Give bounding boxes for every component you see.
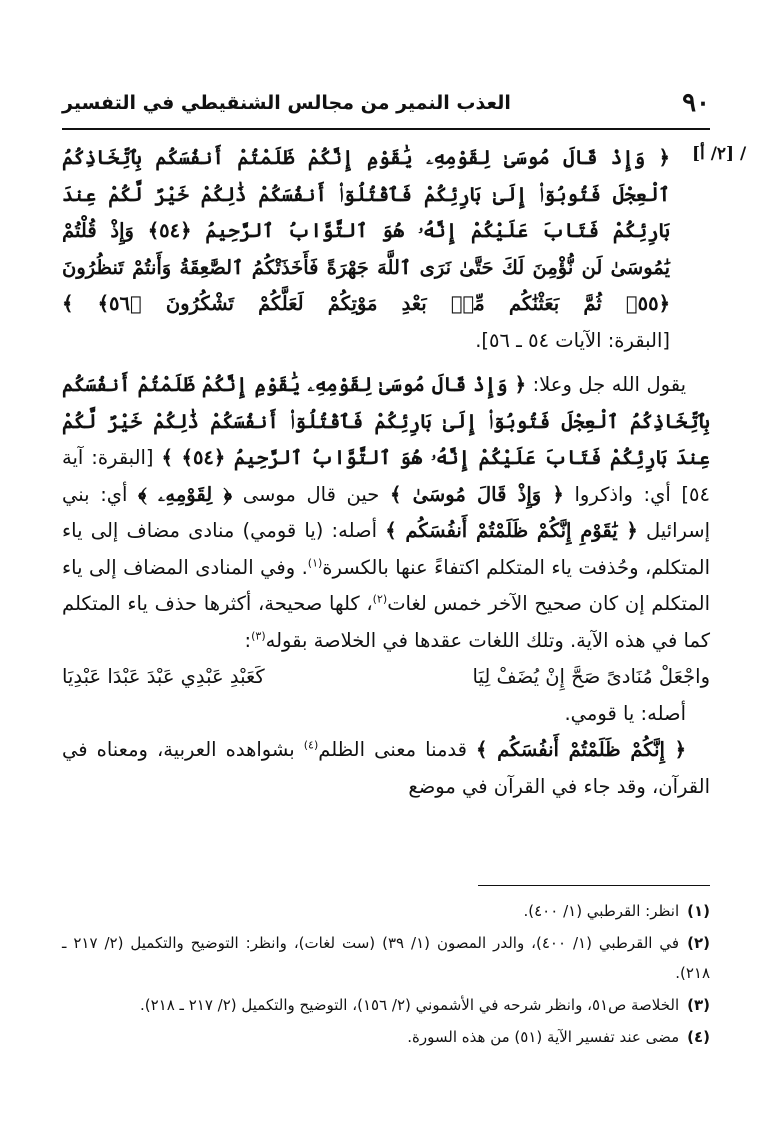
poetry-verse	[62, 659, 710, 696]
footnote-ref[interactable]: (١)	[307, 556, 323, 569]
text-run: أي: بني إسرائيل	[62, 482, 711, 542]
page-number: ٩٠	[682, 88, 710, 118]
text-run: أصله: (يا قومي) منادى مضاف إلى ياء المتكلم، وحُذفت ياء المتكلم اكتفاءً عنها بالكسرة	[62, 519, 710, 579]
page-header	[62, 86, 710, 126]
commentary-paragraph	[62, 732, 710, 805]
footnote-separator	[478, 885, 710, 886]
text-run: حين قال موسى	[232, 482, 390, 506]
quran-quote: ﴿ لِقَوْمِهِۦ ﴾	[138, 482, 233, 506]
footnote-number: (٢)	[687, 934, 710, 952]
text-run: . وفي المنادى المضاف إلى ياء المتكلم إن كان صحيح الآخر خمس لغات	[62, 555, 710, 615]
footnote-number: (٣)	[687, 996, 710, 1014]
footnote-number: (١)	[687, 902, 710, 920]
main-text	[62, 140, 710, 805]
quran-quote: ﴿ وَإِذْ قَالَ مُوسَىٰ لِقَوْمِهِۦ يَٰقَوْمِ إِنَّكُمْ ظَلَمْتُمْ أَنفُسَكُم بِٱتِّخَاذِكُمُ ٱلْعِجْلَ فَتُوبُوٓا۟ إِلَىٰ بَارِئِكُمْ فَٱقْتُلُوٓا۟ أَنفُسَكُمْ ذَٰلِكُمْ خَيْرٌ لَّكُمْ عِندَ بَارِئِكُمْ فَتَابَ عَلَيْكُمْ إِنَّهُۥ هُوَ ٱلتَّوَّابُ ٱلرَّحِيمُ ﴿٥٤﴾ ﴾	[62, 373, 711, 469]
text-run: قدمنا معنى الظلم	[318, 738, 477, 761]
verse-reference: [البقرة: الآيات ٥٤ ـ ٥٦].	[475, 328, 670, 352]
footnote	[62, 896, 710, 926]
first-hemistich: واجْعَلْ مُنَادىً صَحَّ إِنْ يُضَفْ لِيَا	[472, 665, 710, 688]
footnote-text: الخلاصة ص٥١، وانظر شرحه في الأشموني (٢/ ١٥٦)، التوضيح والتكميل (٢/ ٢١٧ ـ ٢١٨).	[139, 996, 680, 1014]
footnote-ref[interactable]: (٢)	[372, 592, 388, 606]
footnote-ref[interactable]: (٣)	[251, 629, 266, 642]
quran-verses: ﴿ وَإِذْ قَالَ مُوسَىٰ لِقَوْمِهِۦ يَٰقَوْمِ إِنَّكُمْ ظَلَمْتُمْ أَنفُسَكُم بِٱتِّخَاذِكُمُ ٱلْعِجْلَ فَتُوبُوٓا۟ إِلَىٰ بَارِئِكُمْ فَٱقْتُلُوٓا۟ أَنفُسَكُمْ ذَٰلِكُمْ خَيْرٌ لَّكُمْ عِندَ بَارِئِكُمْ فَتَابَ عَلَيْكُمْ إِنَّهُۥ هُوَ ٱلتَّوَّابُ ٱلرَّحِيمُ ﴿٥٤﴾ وَإِذْ قُلْتُمْ يَٰمُوسَىٰ لَن نُّؤْمِنَ لَكَ حَتَّىٰ نَرَى ٱللَّهَ جَهْرَةً فَأَخَذَتْكُمُ ٱلصَّٰعِقَةُ وَأَنتُمْ تَنظُرُونَ ﴿٥٥﴾ ثُمَّ بَعَثْنَٰكُم مِّنۢ بَعْدِ مَوْتِكُمْ لَعَلَّكُمْ تَشْكُرُونَ ﴿٥٦﴾ ﴾	[62, 146, 670, 315]
footnote-text: مضى عند تفسير الآية (٥١) من هذه السورة.	[407, 1028, 680, 1046]
commentary-paragraph	[62, 367, 710, 659]
text-run: ، كلها صحيحة، أكثرها حذف ياء المتكلم كما في هذه الآية. وتلك اللغات عقدها في الخلاصة بقوله	[62, 592, 710, 652]
footnote-number: (٤)	[687, 1028, 710, 1046]
text-run: بشواهده العربية، ومعناه في القرآن، وقد جاء في القرآن في موضع	[62, 738, 710, 798]
running-title: العذب النمير من مجالس الشنقيطي في التفسير	[62, 92, 511, 114]
footnote	[62, 1022, 710, 1052]
footnotes	[62, 896, 710, 1054]
footnote	[62, 990, 710, 1020]
header-rule	[62, 128, 710, 130]
footnote	[62, 928, 710, 988]
quran-quote: ﴿ إِنَّكُمْ ظَلَمْتُمْ أَنفُسَكُم ﴾	[476, 738, 686, 761]
text-run: :	[244, 628, 252, 652]
quran-quote: ﴿ وَإِذْ قَالَ مُوسَىٰ ﴾	[389, 482, 564, 506]
footnote-text: في القرطبي (١/ ٤٠٠)، والدر المصون (١/ ٣٩) (ست لغات)، وانظر: التوضيح والتكميل (٢/ ٢١٧ ـ ٢١٨).	[62, 934, 710, 982]
text-run: يقول الله جل وعلا:	[526, 373, 686, 396]
section-marker: [٢/ أ] /	[692, 144, 747, 164]
footnote-text: انظر: القرطبي (١/ ٤٠٠).	[523, 902, 680, 920]
footnote-ref[interactable]: (٤)	[303, 738, 319, 752]
text-run: [البقرة: آية ٥٤] أي: واذكروا	[62, 446, 710, 506]
quran-quote: ﴿ يَٰقَوْمِ إِنَّكُمْ ظَلَمْتُمْ أَنفُسَكُم ﴾	[385, 519, 638, 542]
quoted-passage	[62, 140, 710, 359]
second-hemistich: كَعَبْدِ عَبْدِي عَبْدَ عَبْدَا عَبْدِيَا	[62, 665, 265, 688]
origin-note: أصله: يا قومي.	[564, 701, 686, 725]
